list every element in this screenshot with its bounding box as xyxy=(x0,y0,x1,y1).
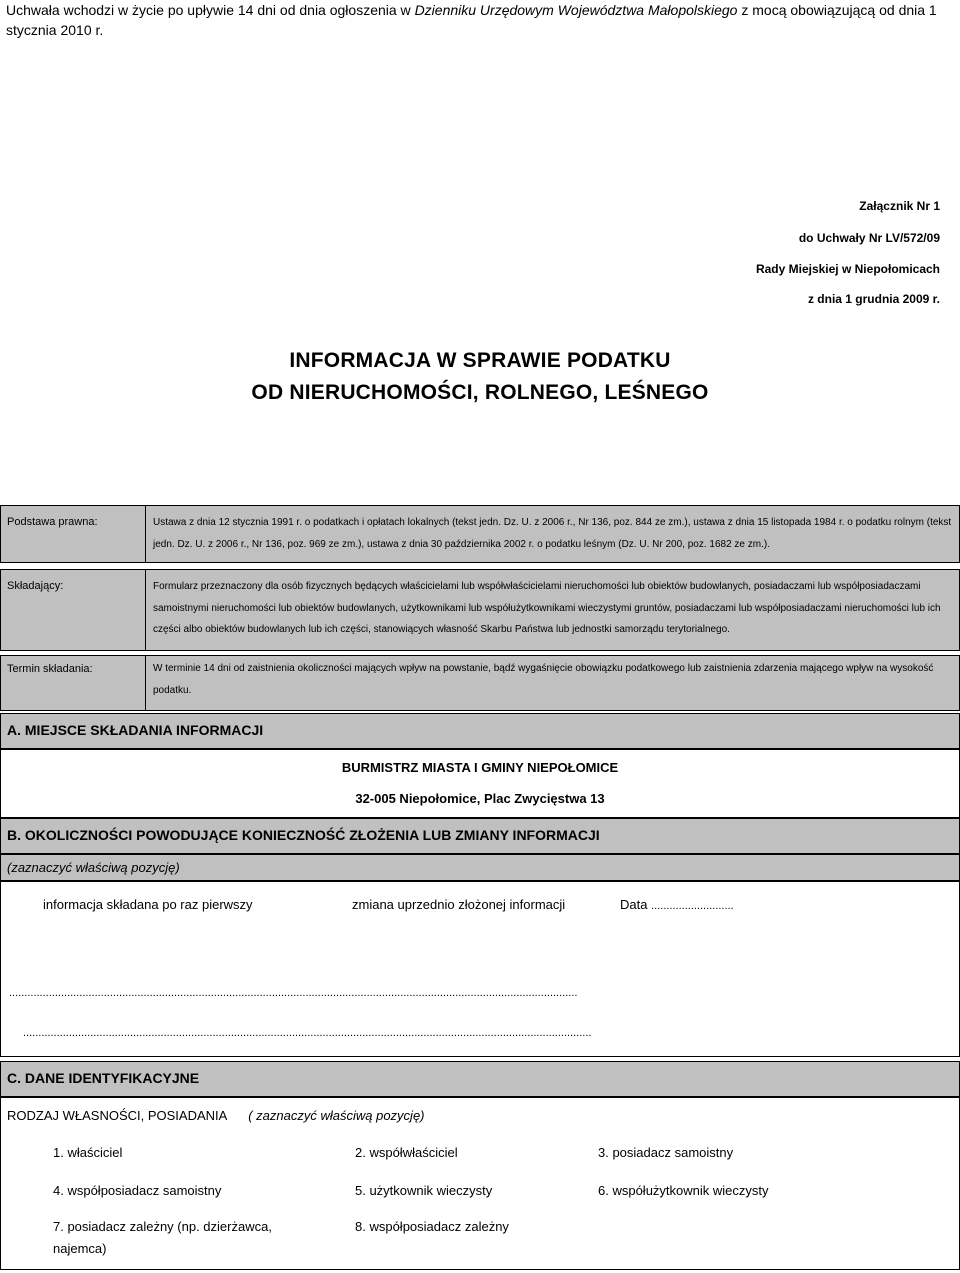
reason-dots-line1[interactable]: .......................................................................................................................................................................................... xyxy=(9,987,578,999)
section-b-header xyxy=(0,818,960,854)
ownership-option-perpetual-co-user[interactable]: 6. współużytkownik wieczysty xyxy=(598,1183,769,1198)
section-a-heading: A. MIEJSCE SKŁADANIA INFORMACJI xyxy=(7,722,264,738)
ownership-option-dependent-possessor-cont: najemca) xyxy=(53,1241,107,1256)
reason-dots-line2[interactable]: .......................................................................................................................................................................................... xyxy=(23,1027,592,1039)
legal-basis-row xyxy=(0,505,960,563)
annex-council: Rady Miejskiej w Niepołomicach xyxy=(755,262,940,276)
ownership-option-independent-possessor[interactable]: 3. posiadacz samoistny xyxy=(598,1145,734,1160)
note-text-journal: Dzienniku Urzędowym Województwa Małopolskiego xyxy=(414,2,738,18)
deadline-text: W terminie 14 dni od zaistnienia okoliczności mających wpływ na powstanie, bądź wygaśnięcie obowiązku podatkowego lub zaistnienia zdarzenia mającego wpływ na wysokość podatku. xyxy=(153,663,934,696)
legal-basis-text: Ustawa z dnia 12 stycznia 1991 r. o podatkach i opłatach lokalnych (tekst jedn. Dz. U. z 2006 r., Nr 136, poz. 844 ze zm.), ustawa z dnia 15 listopada 1984 r. o podatku rolnym (tekst jedn. Dz. U. z 2006 r., Nr 136, poz. 969 ze zm.), ustawa z dnia 30 października 2002 r. o podatku leśnym (Dz. U. Nr 200, poz. 1682 ze zm.). xyxy=(153,517,952,550)
section-b-hint: (zaznaczyć właściwą pozycję) xyxy=(7,860,180,875)
ownership-option-dependent-possessor[interactable]: 7. posiadacz zależny (np. dzierżawca, xyxy=(53,1219,272,1234)
annex-date: z dnia 1 grudnia 2009 r. xyxy=(807,292,940,306)
date-label: Data xyxy=(620,897,648,912)
section-c-body xyxy=(0,1097,960,1270)
date-field[interactable] xyxy=(620,897,734,912)
section-b-body xyxy=(0,881,960,1057)
section-c-heading: C. DANE IDENTYFIKACYJNE xyxy=(7,1070,200,1086)
section-b-heading: B. OKOLICZNOŚCI POWODUJĄCE KONIECZNOŚĆ ZŁOŻENIA LUB ZMIANY INFORMACJI xyxy=(7,827,600,843)
ownership-option-owner[interactable]: 1. właściciel xyxy=(53,1145,123,1160)
section-b-hint-row xyxy=(0,854,960,881)
document-title-line2: OD NIERUCHOMOŚCI, ROLNEGO, LEŚNEGO xyxy=(251,381,709,404)
office-address: 32-005 Niepołomice, Plac Zwycięstwa 13 xyxy=(355,791,605,806)
option-first-submission[interactable]: informacja składana po raz pierwszy xyxy=(43,897,253,912)
deadline-label: Termin składania: xyxy=(7,663,93,675)
ownership-option-co-possessor[interactable]: 4. współposiadacz samoistny xyxy=(53,1183,222,1198)
ownership-label xyxy=(7,1108,425,1123)
deadline-row xyxy=(0,655,960,711)
section-a-header xyxy=(0,713,960,749)
annex-resolution: do Uchwały Nr LV/572/09 xyxy=(798,231,940,245)
ownership-option-dependent-co-possessor[interactable]: 8. współposiadacz zależny xyxy=(355,1219,509,1234)
ownership-option-perpetual-user[interactable]: 5. użytkownik wieczysty xyxy=(355,1183,493,1198)
ownership-label-text: RODZAJ WŁASNOŚCI, POSIADANIA xyxy=(7,1108,227,1123)
section-a-body xyxy=(0,749,960,818)
submitter-label: Składający: xyxy=(7,580,64,592)
document-title-line1: INFORMACJA W SPRAWIE PODATKU xyxy=(289,349,671,372)
option-correction[interactable]: zmiana uprzednio złożonej informacji xyxy=(352,897,566,912)
submitter-row xyxy=(0,569,960,651)
note-text-part1: Uchwała wchodzi w życie po upływie 14 dni od dnia ogłoszenia w xyxy=(6,2,415,18)
ownership-hint: ( zaznaczyć właściwą pozycję) xyxy=(248,1108,425,1123)
annex-number: Załącznik Nr 1 xyxy=(859,199,940,213)
date-dots: ........................... xyxy=(651,900,734,912)
section-c-header xyxy=(0,1061,960,1097)
ownership-option-co-owner[interactable]: 2. współwłaściciel xyxy=(355,1145,458,1160)
note-text-part2: z mocą obowiązującą od dnia 1 stycznia 2010 r. xyxy=(6,2,937,38)
effective-date-note xyxy=(6,0,951,40)
submitter-text: Formularz przeznaczony dla osób fizycznych będących właścicielami lub współwłaścicielami nieruchomości lub obiektów budowlanych, posiadaczami lub współposiadaczami samoistnymi nieruchomości lub obiektów budowlanych, użytkownikami lub współużytkownikami wieczystymi gruntów, posiadaczami lub współposiadaczami nieruchomości lub ich części albo obiektów budowlanych lub ich części, stanowiących własność Skarbu Państwa lub jednostki samorządu terytorialnego. xyxy=(153,581,941,635)
office-name: BURMISTRZ MIASTA I GMINY NIEPOŁOMICE xyxy=(341,760,619,775)
legal-basis-label: Podstawa prawna: xyxy=(7,516,98,528)
